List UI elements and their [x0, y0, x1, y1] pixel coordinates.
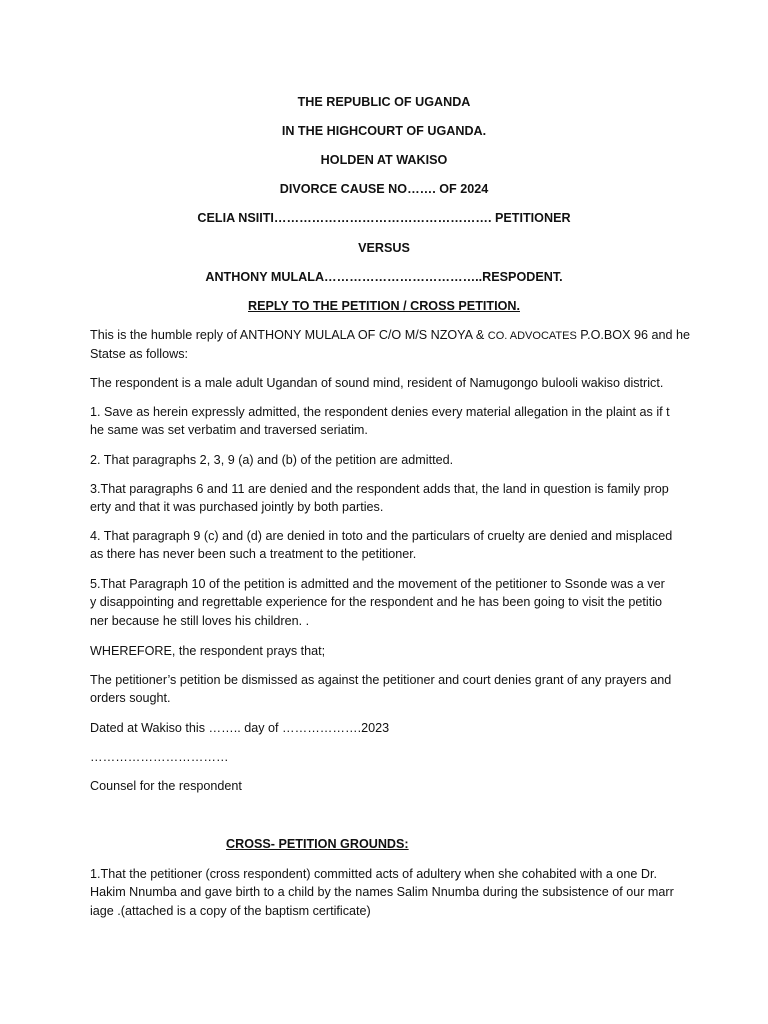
intro-text-a: This is the humble reply of ANTHONY MULALA OF C/O M/S NZOYA &: [90, 328, 488, 342]
intro-line-1: [90, 328, 690, 344]
signature-line: ……………………………: [90, 750, 229, 764]
paragraph-3-line-2: erty and that it was purchased jointly by both parties.: [90, 500, 384, 514]
paragraph-3-line-1: 3.That paragraphs 6 and 11 are denied and the respondent adds that, the land in question is family prop: [90, 482, 669, 496]
paragraph-2: 2. That paragraphs 2, 3, 9 (a) and (b) of the petition are admitted.: [90, 453, 454, 467]
wherefore-line: WHEREFORE, the respondent prays that;: [90, 644, 326, 658]
paragraph-5-line-2: y disappointing and regrettable experience for the respondent and he has been going to visit the petitio: [90, 595, 663, 609]
counsel-line: Counsel for the respondent: [90, 779, 242, 793]
intro-text-b: CO. ADVOCATES: [487, 330, 577, 342]
prayer-line-1: The petitioner’s petition be dismissed as against the petitioner and court denies grant of any prayers and: [90, 673, 672, 687]
petitioner-line: CELIA NSIITI……………………………………………. PETITIONER: [197, 211, 571, 225]
cross-ground-1-line-2: Hakim Nnumba and gave birth to a child by the names Salim Nnumba during the subsistence of our marr: [90, 885, 674, 899]
heading-cause-number: DIVORCE CAUSE NO……. OF 2024: [279, 182, 489, 196]
respondent-description: The respondent is a male adult Ugandan of sound mind, resident of Namugongo bulooli wakiso district.: [90, 376, 664, 390]
paragraph-4-line-1: 4. That paragraph 9 (c) and (d) are denied in toto and the particulars of cruelty are denied and misplaced: [90, 529, 673, 543]
intro-text-c: P.O.BOX 96 and he: [576, 328, 691, 342]
paragraph-1-line-2: he same was set verbatim and traversed seriatim.: [90, 423, 368, 437]
cross-petition-title: CROSS- PETITION GROUNDS:: [226, 837, 409, 851]
reply-title: REPLY TO THE PETITION / CROSS PETITION.: [248, 299, 520, 313]
paragraph-4-line-2: as there has never been such a treatment to the petitioner.: [90, 547, 417, 561]
heading-court: IN THE HIGHCOURT OF UGANDA.: [281, 124, 487, 138]
intro-line-2: Statse as follows:: [90, 347, 188, 361]
versus-line: VERSUS: [358, 241, 410, 255]
cross-ground-1-line-1: 1.That the petitioner (cross respondent) committed acts of adultery when she cohabited with a one Dr.: [90, 867, 658, 881]
heading-holden: HOLDEN AT WAKISO: [320, 153, 448, 167]
heading-republic: THE REPUBLIC OF UGANDA: [297, 95, 471, 109]
respondent-line: ANTHONY MULALA………………………………..RESPODENT.: [205, 270, 563, 284]
dated-line: Dated at Wakiso this …….. day of ……………….2023: [90, 721, 390, 735]
prayer-line-2: orders sought.: [90, 691, 171, 705]
paragraph-1-line-1: 1. Save as herein expressly admitted, the respondent denies every material allegation in the plaint as if t: [90, 405, 670, 419]
cross-ground-1-line-3: iage .(attached is a copy of the baptism certificate): [90, 904, 371, 918]
paragraph-5-line-1: 5.That Paragraph 10 of the petition is admitted and the movement of the petitioner to Ssonde was a ver: [90, 577, 665, 591]
paragraph-5-line-3: ner because he still loves his children. .: [90, 614, 310, 628]
